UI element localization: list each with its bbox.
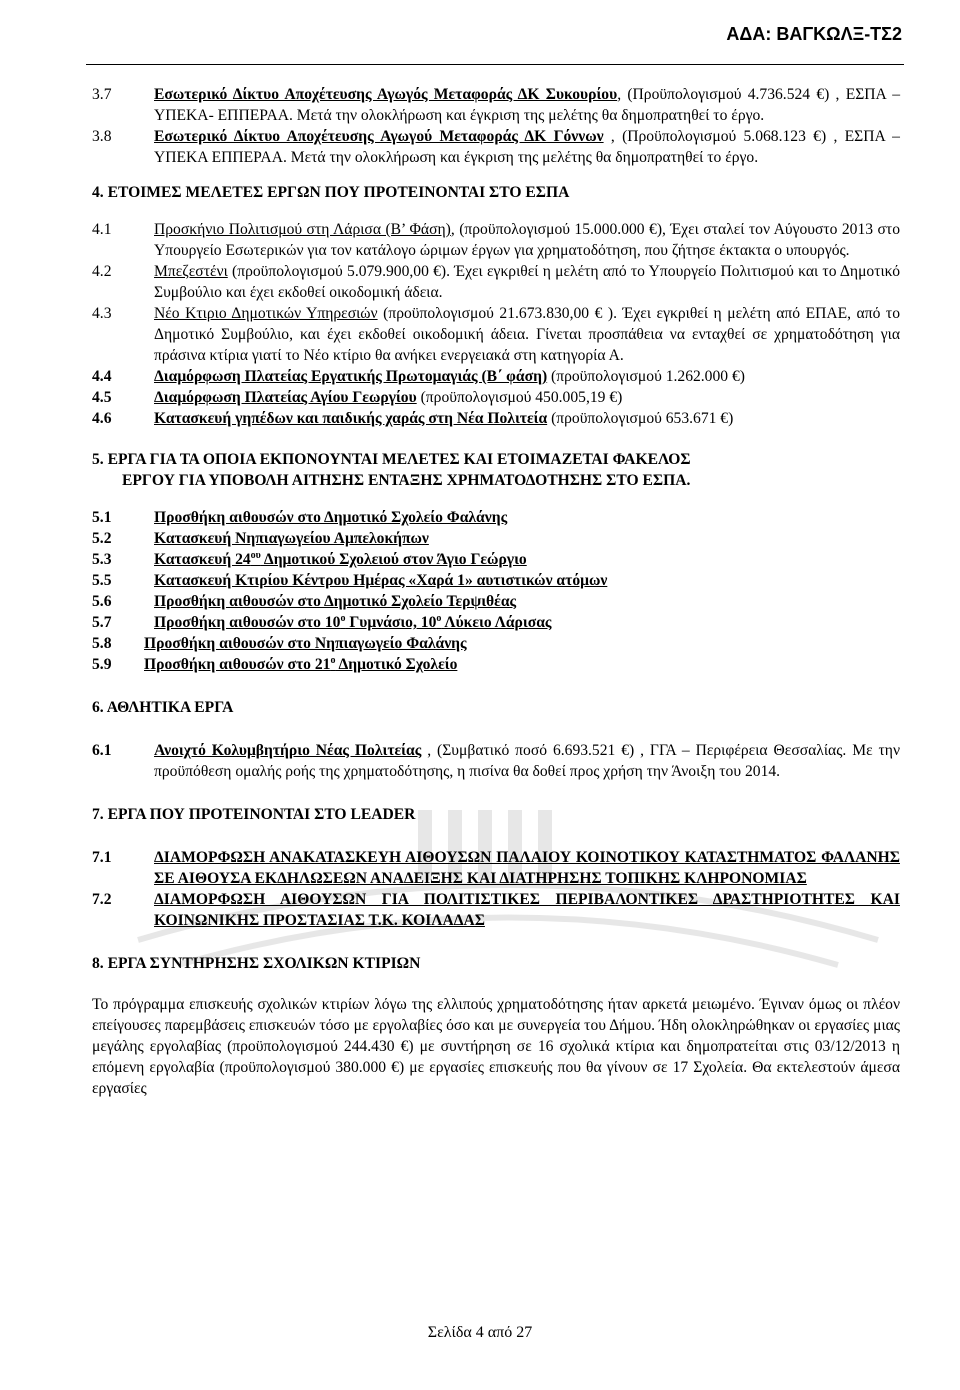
- list-item: [92, 303, 900, 366]
- item-title: [154, 549, 900, 570]
- item-title: Προσθήκη αιθουσών στο Νηπιαγωγείο Φαλάνης: [144, 635, 467, 652]
- list-item: [92, 261, 900, 303]
- list-item: [92, 612, 900, 633]
- section-heading: 7. ΕΡΓΑ ΠΟΥ ΠΡΟΤΕΙΝΟΝΤΑΙ ΣΤΟ LEADER: [92, 806, 416, 823]
- list-item: [92, 84, 900, 126]
- item-title: Διαμόρφωση Πλατείας Εργατικής Πρωτομαγιάς (Β΄ φάση): [154, 368, 548, 385]
- title-part: Λύκειο Λάρισας: [441, 614, 552, 631]
- item-text: , (Προϋπολογισμού 5.068.123 €) , ΕΣΠΑ – ΥΠΕΚΑ ΕΠΠΕΡΑΑ. Μετά την ολοκλήρωση και έγκριση της μελέτης θα δημοπρατηθεί το έργο.: [154, 128, 900, 166]
- title-part: Προσθήκη αιθουσών στο 21: [144, 656, 331, 673]
- item-number: 4.5: [92, 389, 112, 406]
- item-number: 5.9: [92, 656, 112, 673]
- item-number: 5.3: [92, 551, 112, 568]
- title-part: Προσθήκη αιθουσών στο 10: [154, 614, 341, 631]
- item-number: 4.2: [92, 263, 112, 280]
- item-text: (προϋπολογισμού 1.262.000 €): [547, 368, 745, 385]
- list-item: [92, 219, 900, 261]
- item-title: Διαμόρφωση Πλατείας Αγίου Γεωργίου: [154, 389, 417, 406]
- header-rule: [86, 64, 904, 65]
- item-title: ΔΙΑΜΟΡΦΩΣΗ ΑΙΘΟΥΣΩΝ ΓΙΑ ΠΟΛΙΤΙΣΤΙΚΕΣ ΠΕΡΙΒΑΛΟΝΤΙΚΕΣ ΔΡΑΣΤΗΡΙΟΤΗΤΕΣ ΚΑΙ ΚΟΙΝΩΝΙΚΗΣ ΠΡΟΣΤΑΣΙΑΣ Τ.Κ. ΚΟΙΛΑΔΑΣ: [154, 891, 900, 929]
- list-item: [92, 654, 900, 675]
- page-footer: Σελίδα 4 από 27: [427, 1324, 533, 1341]
- list-item: [92, 126, 900, 168]
- list-item: [92, 633, 900, 654]
- section-heading: 6. ΑΘΛΗΤΙΚΑ ΕΡΓΑ: [92, 699, 234, 716]
- title-part: Γυμνάσιο, 10: [345, 614, 437, 631]
- item-number: 5.7: [92, 614, 112, 631]
- section-heading-line1: 5. ΕΡΓΑ ΓΙΑ ΤΑ ΟΠΟΙΑ ΕΚΠΟΝΟΥΝΤΑΙ ΜΕΛΕΤΕΣ ΚΑΙ ΕΤΟΙΜΑΖΕΤΑΙ ΦΑΚΕΛΟΣ: [92, 451, 691, 468]
- item-number: 7.1: [92, 849, 112, 866]
- item-number: 5.6: [92, 593, 112, 610]
- section-heading: 8. ΕΡΓΑ ΣΥΝΤΗΡΗΣΗΣ ΣΧΟΛΙΚΩΝ ΚΤΙΡΙΩΝ: [92, 955, 421, 972]
- item-text: , (προϋπολογισμού 15.000.000 €), Έχει σταλεί τον Αύγουστο 2013 στο Υπουργείο Εσωτερικών για τον κατάλογο ώριμων έργων για χρηματοδότηση, που ζήτησε έκτακτα ο υπουργός.: [154, 221, 900, 259]
- item-number: 5.8: [92, 635, 112, 652]
- list-item: [92, 408, 900, 429]
- item-number: 5.5: [92, 572, 112, 589]
- item-title: Κατασκευή γηπέδων και παιδικής χαράς στη Νέα Πολιτεία: [154, 410, 548, 427]
- item-text: (προϋπολογισμού 21.673.830,00 € ). Έχει εγκριθεί η μελέτη από ΕΠΑΕ, από το Δημοτικό Συμβούλιο, και έχει εκδοθεί οικοδομική άδεια. Γίνεται προσπάθεια να ενταχθεί σε χρηματοδότηση για πράσινα κτίρια γιατί το Νέο κτίριο θα ανήκει ενεργειακά στη κατηγορία Α.: [154, 305, 900, 364]
- ordinal-sup: ο: [330, 654, 336, 666]
- item-number: 7.2: [92, 891, 112, 908]
- list-item: [92, 549, 900, 570]
- list-item: [92, 570, 900, 591]
- ordinal-sup: ου: [250, 549, 261, 561]
- item-number: 4.6: [92, 410, 112, 427]
- item-title: Κατασκευή Κτιρίου Κέντρου Ημέρας «Χαρά 1» αυτιστικών ατόμων: [154, 572, 608, 589]
- list-item: [92, 507, 900, 528]
- list-item: [92, 847, 900, 889]
- list-5: [92, 507, 900, 675]
- item-title: Εσωτερικό Δίκτυο Αποχέτευσης Αγωγός Μεταφοράς ΔΚ Συκουρίου: [154, 86, 618, 103]
- item-number: 5.2: [92, 530, 112, 547]
- list-item: [92, 740, 900, 782]
- list-item: [92, 591, 900, 612]
- item-title: Εσωτερικό Δίκτυο Αποχέτευσης Αγωγού Μεταφοράς ΔΚ Γόννων: [154, 128, 604, 145]
- list-item: [92, 366, 900, 387]
- item-number: 6.1: [92, 742, 112, 759]
- list-item: [92, 387, 900, 408]
- item-title: [144, 654, 900, 675]
- title-part: Κατασκευή 24: [154, 551, 251, 568]
- section-paragraph: Το πρόγραμμα επισκευής σχολικών κτιρίων λόγω της ελλιπούς χρηματοδότησης ήταν αρκετά μειωμένο. Έγιναν όμως οι πλέον επείγουσες παρεμβάσεις επισκευών τόσο με εργολαβίες όσο και με συνεργεία του Δήμου. Ήδη ολοκληρώθηκαν οι εργασίες μιας μεγάλης εργολαβίας (προϋπολογισμού 244.430 €) με συντήρηση σε 16 σχολικά κτίρια και δημοπρατείται στις 03/12/2013 η επόμενη εργολαβία (προϋπολογισμού 380.000 €) με εργασίες επισκευής που θα γίνουν σε 17 Σχολεία. Θα εκτελεστούν άμεσα εργασίες: [92, 996, 900, 1097]
- item-text: , (Προϋπολογισμού 4.736.524 €) , ΕΣΠΑ – ΥΠΕΚΑ- ΕΠΠΕΡΑΑ. Μετά την ολοκλήρωση και έγκριση της μελέτης θα δημοπρατηθεί το έργο.: [154, 86, 900, 124]
- item-text: (προϋπολογισμού 5.079.900,00 €). Έχει εγκριθεί η μελέτη από το Υπουργείο Πολιτισμού και το Δημοτικό Συμβούλιο και έχει εκδοθεί οικοδομική άδεια.: [154, 263, 900, 301]
- section-heading: 4. ΕΤΟΙΜΕΣ ΜΕΛΕΤΕΣ ΕΡΓΩΝ ΠΟΥ ΠΡΟΤΕΙΝΟΝΤΑΙ ΣΤΟ ΕΣΠΑ: [92, 184, 570, 201]
- item-number: 4.1: [92, 221, 112, 238]
- item-number: 4.4: [92, 368, 112, 385]
- item-title: Κατασκευή Νηπιαγωγείου Αμπελοκήπων: [154, 530, 429, 547]
- ordinal-sup: ο: [340, 612, 346, 624]
- ordinal-sup: ο: [436, 612, 442, 624]
- item-title: Προσθήκη αιθουσών στο Δημοτικό Σχολείο Τερψιθέας: [154, 593, 517, 610]
- item-title: Ανοιχτό Κολυμβητήριο Νέας Πολιτείας: [154, 742, 422, 759]
- item-title: ΔΙΑΜΟΡΦΩΣΗ ΑΝΑΚΑΤΑΣΚΕΥΗ ΑΙΘΟΥΣΩΝ ΠΑΛΑΙΟΥ ΚΟΙΝΟΤΙΚΟΥ ΚΑΤΑΣΤΗΜΑΤΟΣ ΦΑΛΑΝΗΣ ΣΕ ΑΙΘΟΥΣΑ ΕΚΔΗΛΩΣΕΩΝ ΑΝΑΔΕΙΞΗΣ ΚΑΙ ΔΙΑΤΗΡΗΣΗΣ ΤΟΠΙΚΗΣ ΚΛΗΡΟΝΟΜΙΑΣ: [154, 849, 900, 887]
- section-heading: [92, 449, 900, 491]
- title-part: Δημοτικού Σχολειού στον Άγιο Γεώργιο: [260, 551, 527, 568]
- item-text: (προϋπολογισμού 450.005,19 €): [416, 389, 623, 406]
- item-number: 3.7: [92, 86, 112, 103]
- section-heading-line2: ΕΡΓΟΥ ΓΙΑ ΥΠΟΒΟΛΗ ΑΙΤΗΣΗΣ ΕΝΤΑΞΗΣ ΧΡΗΜΑΤΟΔΟΤΗΣΗΣ ΣΤΟ ΕΣΠΑ.: [122, 472, 691, 489]
- document-body: [92, 84, 900, 1099]
- item-title: Μπεζεστένι: [154, 263, 228, 280]
- item-text: (προϋπολογισμού 653.671 €): [547, 410, 734, 427]
- item-number: 4.3: [92, 305, 112, 322]
- title-part: Δημοτικό Σχολείο: [335, 656, 458, 673]
- item-title: Νέο Κτιριο Δημοτικών Υπηρεσιών: [154, 305, 378, 322]
- item-number: 3.8: [92, 128, 112, 145]
- ada-code: ΑΔΑ: ΒΑΓΚΩΛΞ-ΤΣ2: [726, 24, 902, 44]
- item-number: 5.1: [92, 509, 112, 526]
- item-title: [154, 612, 900, 633]
- item-text: , (Συμβατικό ποσό 6.693.521 €) , ΓΓΑ – Περιφέρεια Θεσσαλίας. Με την προϋπόθεση ομαλής ροής της χρηματοδότησης, η πισίνα θα δοθεί προς χρήση την Άνοιξη του 2014.: [154, 742, 900, 780]
- list-item: [92, 889, 900, 931]
- item-title: Προσκήνιο Πολιτισμού στη Λάρισα (Β’ Φάση): [154, 221, 451, 238]
- item-title: Προσθήκη αιθουσών στο Δημοτικό Σχολείο Φαλάνης: [154, 509, 508, 526]
- list-item: [92, 528, 900, 549]
